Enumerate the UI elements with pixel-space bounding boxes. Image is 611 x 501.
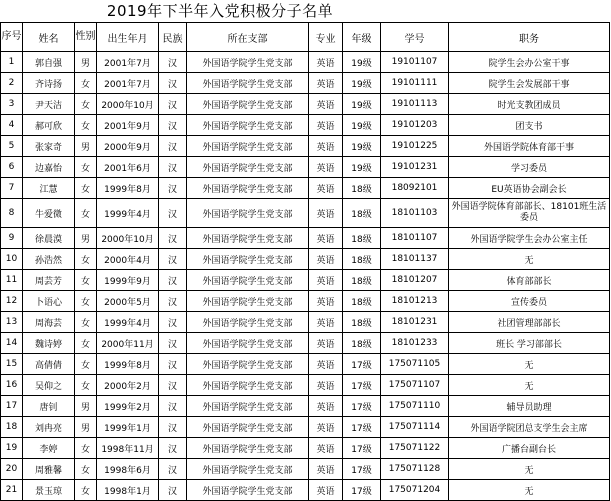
cell-position: 外国语学院体育部部长、18101班生活委员 xyxy=(449,199,610,228)
cell-ethnicity: 汉 xyxy=(159,249,187,270)
cell-student-id: 18101137 xyxy=(381,249,449,270)
cell-major: 英语 xyxy=(309,333,343,354)
cell-position: 外国语学院体育部干事 xyxy=(449,136,610,157)
cell-name: 景玉琼 xyxy=(23,480,75,501)
cell-gender: 女 xyxy=(75,249,97,270)
cell-birth: 1998年6月 xyxy=(97,459,159,480)
cell-name: 唐钊 xyxy=(23,396,75,417)
cell-position: 无 xyxy=(449,459,610,480)
cell-index: 1 xyxy=(1,52,23,73)
table-row xyxy=(1,228,610,249)
cell-position: 班长 学习部部长 xyxy=(449,333,610,354)
cell-birth: 2000年10月 xyxy=(97,94,159,115)
header-name: 姓名 xyxy=(23,23,75,52)
cell-index: 6 xyxy=(1,157,23,178)
cell-index: 4 xyxy=(1,115,23,136)
cell-name: 边嘉怡 xyxy=(23,157,75,178)
cell-student-id: 175071105 xyxy=(381,354,449,375)
cell-grade: 17级 xyxy=(343,438,381,459)
cell-ethnicity: 汉 xyxy=(159,480,187,501)
cell-major: 英语 xyxy=(309,157,343,178)
cell-grade: 19级 xyxy=(343,52,381,73)
cell-name: 周芸芳 xyxy=(23,270,75,291)
cell-name: 李婷 xyxy=(23,438,75,459)
cell-gender: 男 xyxy=(75,396,97,417)
cell-position: 宣传委员 xyxy=(449,291,610,312)
cell-gender: 女 xyxy=(75,333,97,354)
table-row xyxy=(1,157,610,178)
table-row xyxy=(1,375,610,396)
cell-gender: 女 xyxy=(75,199,97,228)
cell-birth: 2000年11月 xyxy=(97,333,159,354)
cell-branch: 外国语学院学生党支部 xyxy=(187,312,309,333)
cell-position: 无 xyxy=(449,480,610,501)
cell-index: 18 xyxy=(1,417,23,438)
table-row xyxy=(1,417,610,438)
cell-index: 7 xyxy=(1,178,23,199)
cell-major: 英语 xyxy=(309,354,343,375)
cell-branch: 外国语学院学生党支部 xyxy=(187,199,309,228)
cell-ethnicity: 汉 xyxy=(159,291,187,312)
cell-ethnicity: 汉 xyxy=(159,199,187,228)
cell-birth: 1999年4月 xyxy=(97,199,159,228)
cell-position: 无 xyxy=(449,249,610,270)
cell-name: 牛爱微 xyxy=(23,199,75,228)
cell-position: 外国语学院学生会办公室主任 xyxy=(449,228,610,249)
cell-gender: 女 xyxy=(75,480,97,501)
cell-gender: 女 xyxy=(75,73,97,94)
table-row xyxy=(1,136,610,157)
cell-ethnicity: 汉 xyxy=(159,417,187,438)
cell-birth: 2000年2月 xyxy=(97,375,159,396)
cell-name: 吴仰之 xyxy=(23,375,75,396)
header-major: 专业 xyxy=(309,23,343,52)
cell-branch: 外国语学院学生党支部 xyxy=(187,52,309,73)
table-row xyxy=(1,94,610,115)
cell-student-id: 175071107 xyxy=(381,375,449,396)
table-row xyxy=(1,312,610,333)
table-row xyxy=(1,333,610,354)
cell-birth: 1999年8月 xyxy=(97,178,159,199)
cell-birth: 2000年9月 xyxy=(97,136,159,157)
cell-position: 无 xyxy=(449,375,610,396)
cell-gender: 女 xyxy=(75,178,97,199)
cell-name: 郝可欣 xyxy=(23,115,75,136)
cell-gender: 女 xyxy=(75,115,97,136)
cell-index: 13 xyxy=(1,312,23,333)
cell-student-id: 18092101 xyxy=(381,178,449,199)
cell-major: 英语 xyxy=(309,52,343,73)
cell-index: 14 xyxy=(1,333,23,354)
cell-name: 刘冉亮 xyxy=(23,417,75,438)
cell-index: 15 xyxy=(1,354,23,375)
cell-major: 英语 xyxy=(309,73,343,94)
cell-position: 院学生会办公室干事 xyxy=(449,52,610,73)
cell-major: 英语 xyxy=(309,199,343,228)
cell-grade: 17级 xyxy=(343,396,381,417)
cell-student-id: 18101231 xyxy=(381,312,449,333)
cell-index: 11 xyxy=(1,270,23,291)
cell-ethnicity: 汉 xyxy=(159,333,187,354)
cell-branch: 外国语学院学生党支部 xyxy=(187,396,309,417)
cell-major: 英语 xyxy=(309,228,343,249)
cell-name: 高倩倩 xyxy=(23,354,75,375)
cell-gender: 男 xyxy=(75,228,97,249)
cell-student-id: 18101107 xyxy=(381,228,449,249)
cell-branch: 外国语学院学生党支部 xyxy=(187,136,309,157)
cell-name: 郭自强 xyxy=(23,52,75,73)
cell-birth: 2001年6月 xyxy=(97,157,159,178)
cell-grade: 18级 xyxy=(343,178,381,199)
cell-name: 徐晨漠 xyxy=(23,228,75,249)
table-row xyxy=(1,178,610,199)
cell-birth: 2001年7月 xyxy=(97,52,159,73)
cell-gender: 女 xyxy=(75,291,97,312)
header-birth: 出生年月 xyxy=(97,23,159,52)
cell-branch: 外国语学院学生党支部 xyxy=(187,480,309,501)
cell-position: 体育部部长 xyxy=(449,270,610,291)
table-row xyxy=(1,115,610,136)
cell-position: 外国语学院团总支学生会主席 xyxy=(449,417,610,438)
cell-gender: 男 xyxy=(75,52,97,73)
header-gender: 性别 xyxy=(75,23,97,52)
cell-student-id: 19101231 xyxy=(381,157,449,178)
cell-position: 广播台副台长 xyxy=(449,438,610,459)
table-row xyxy=(1,249,610,270)
cell-student-id: 19101203 xyxy=(381,115,449,136)
cell-index: 21 xyxy=(1,480,23,501)
cell-birth: 1999年8月 xyxy=(97,354,159,375)
cell-major: 英语 xyxy=(309,270,343,291)
cell-index: 9 xyxy=(1,228,23,249)
cell-position: 学习委员 xyxy=(449,157,610,178)
cell-birth: 1999年1月 xyxy=(97,417,159,438)
cell-major: 英语 xyxy=(309,375,343,396)
cell-gender: 女 xyxy=(75,157,97,178)
cell-branch: 外国语学院学生党支部 xyxy=(187,375,309,396)
cell-index: 20 xyxy=(1,459,23,480)
header-index: 序号 xyxy=(1,23,23,52)
cell-gender: 女 xyxy=(75,438,97,459)
cell-ethnicity: 汉 xyxy=(159,136,187,157)
cell-major: 英语 xyxy=(309,94,343,115)
cell-name: 齐诗扬 xyxy=(23,73,75,94)
cell-ethnicity: 汉 xyxy=(159,270,187,291)
cell-student-id: 18101103 xyxy=(381,199,449,228)
cell-ethnicity: 汉 xyxy=(159,459,187,480)
cell-name: 尹天洁 xyxy=(23,94,75,115)
header-branch: 所在支部 xyxy=(187,23,309,52)
cell-birth: 2000年4月 xyxy=(97,249,159,270)
cell-student-id: 19101107 xyxy=(381,52,449,73)
cell-grade: 19级 xyxy=(343,115,381,136)
cell-position: 社团管理部部长 xyxy=(449,312,610,333)
cell-major: 英语 xyxy=(309,438,343,459)
cell-position: 时光支教团成员 xyxy=(449,94,610,115)
cell-index: 10 xyxy=(1,249,23,270)
cell-grade: 19级 xyxy=(343,94,381,115)
cell-grade: 18级 xyxy=(343,270,381,291)
cell-major: 英语 xyxy=(309,480,343,501)
cell-ethnicity: 汉 xyxy=(159,52,187,73)
cell-ethnicity: 汉 xyxy=(159,73,187,94)
cell-name: 周雅馨 xyxy=(23,459,75,480)
cell-birth: 1999年9月 xyxy=(97,270,159,291)
cell-name: 张家奇 xyxy=(23,136,75,157)
cell-student-id: 19101225 xyxy=(381,136,449,157)
cell-ethnicity: 汉 xyxy=(159,228,187,249)
cell-grade: 17级 xyxy=(343,354,381,375)
cell-grade: 17级 xyxy=(343,480,381,501)
table-row xyxy=(1,52,610,73)
cell-index: 19 xyxy=(1,438,23,459)
cell-position: 辅导员助理 xyxy=(449,396,610,417)
cell-student-id: 175071128 xyxy=(381,459,449,480)
cell-branch: 外国语学院学生党支部 xyxy=(187,291,309,312)
cell-gender: 女 xyxy=(75,459,97,480)
cell-grade: 19级 xyxy=(343,73,381,94)
header-position: 职务 xyxy=(449,23,610,52)
cell-grade: 18级 xyxy=(343,291,381,312)
cell-major: 英语 xyxy=(309,115,343,136)
cell-major: 英语 xyxy=(309,396,343,417)
cell-major: 英语 xyxy=(309,459,343,480)
cell-gender: 女 xyxy=(75,270,97,291)
cell-birth: 2001年7月 xyxy=(97,73,159,94)
cell-branch: 外国语学院学生党支部 xyxy=(187,249,309,270)
cell-student-id: 19101113 xyxy=(381,94,449,115)
cell-birth: 1998年11月 xyxy=(97,438,159,459)
table-row xyxy=(1,480,610,501)
cell-name: 孙浩然 xyxy=(23,249,75,270)
cell-birth: 1998年1月 xyxy=(97,480,159,501)
cell-student-id: 18101207 xyxy=(381,270,449,291)
cell-index: 2 xyxy=(1,73,23,94)
cell-birth: 2001年9月 xyxy=(97,115,159,136)
cell-ethnicity: 汉 xyxy=(159,115,187,136)
cell-grade: 18级 xyxy=(343,228,381,249)
cell-grade: 19级 xyxy=(343,157,381,178)
cell-major: 英语 xyxy=(309,249,343,270)
cell-branch: 外国语学院学生党支部 xyxy=(187,94,309,115)
cell-index: 17 xyxy=(1,396,23,417)
cell-ethnicity: 汉 xyxy=(159,312,187,333)
table-row xyxy=(1,73,610,94)
table-body xyxy=(1,52,610,501)
cell-birth: 2000年5月 xyxy=(97,291,159,312)
table-row xyxy=(1,270,610,291)
cell-gender: 女 xyxy=(75,94,97,115)
cell-major: 英语 xyxy=(309,291,343,312)
cell-index: 3 xyxy=(1,94,23,115)
cell-ethnicity: 汉 xyxy=(159,375,187,396)
cell-grade: 18级 xyxy=(343,199,381,228)
cell-ethnicity: 汉 xyxy=(159,157,187,178)
cell-ethnicity: 汉 xyxy=(159,354,187,375)
cell-grade: 17级 xyxy=(343,417,381,438)
header-student-id: 学号 xyxy=(381,23,449,52)
cell-ethnicity: 汉 xyxy=(159,438,187,459)
cell-branch: 外国语学院学生党支部 xyxy=(187,73,309,94)
cell-grade: 19级 xyxy=(343,136,381,157)
cell-index: 12 xyxy=(1,291,23,312)
cell-branch: 外国语学院学生党支部 xyxy=(187,438,309,459)
cell-student-id: 18101213 xyxy=(381,291,449,312)
cell-name: 卜语心 xyxy=(23,291,75,312)
cell-index: 8 xyxy=(1,199,23,228)
cell-branch: 外国语学院学生党支部 xyxy=(187,270,309,291)
cell-name: 江慧 xyxy=(23,178,75,199)
cell-branch: 外国语学院学生党支部 xyxy=(187,157,309,178)
cell-major: 英语 xyxy=(309,136,343,157)
table-row xyxy=(1,459,610,480)
cell-branch: 外国语学院学生党支部 xyxy=(187,115,309,136)
cell-gender: 女 xyxy=(75,375,97,396)
cell-branch: 外国语学院学生党支部 xyxy=(187,459,309,480)
cell-branch: 外国语学院学生党支部 xyxy=(187,417,309,438)
table-row xyxy=(1,354,610,375)
cell-branch: 外国语学院学生党支部 xyxy=(187,228,309,249)
cell-branch: 外国语学院学生党支部 xyxy=(187,333,309,354)
cell-position: 团支书 xyxy=(449,115,610,136)
cell-gender: 男 xyxy=(75,136,97,157)
cell-major: 英语 xyxy=(309,417,343,438)
cell-student-id: 175071204 xyxy=(381,480,449,501)
member-table xyxy=(0,22,610,501)
cell-grade: 18级 xyxy=(343,312,381,333)
cell-student-id: 175071110 xyxy=(381,396,449,417)
cell-grade: 17级 xyxy=(343,375,381,396)
cell-name: 周海芸 xyxy=(23,312,75,333)
header-row xyxy=(1,23,610,52)
cell-ethnicity: 汉 xyxy=(159,94,187,115)
cell-birth: 2000年10月 xyxy=(97,228,159,249)
cell-gender: 女 xyxy=(75,354,97,375)
cell-ethnicity: 汉 xyxy=(159,396,187,417)
header-grade: 年级 xyxy=(343,23,381,52)
table-row xyxy=(1,438,610,459)
cell-position: 院学生会发展部干事 xyxy=(449,73,610,94)
table-row xyxy=(1,396,610,417)
cell-student-id: 19101111 xyxy=(381,73,449,94)
cell-gender: 女 xyxy=(75,312,97,333)
cell-student-id: 175071122 xyxy=(381,438,449,459)
cell-position: EU英语协会副会长 xyxy=(449,178,610,199)
cell-index: 5 xyxy=(1,136,23,157)
page-title: 2019年下半年入党积极分子名单 xyxy=(106,2,334,20)
cell-grade: 18级 xyxy=(343,333,381,354)
cell-ethnicity: 汉 xyxy=(159,178,187,199)
cell-grade: 18级 xyxy=(343,249,381,270)
cell-index: 16 xyxy=(1,375,23,396)
cell-grade: 17级 xyxy=(343,459,381,480)
cell-position: 无 xyxy=(449,354,610,375)
cell-birth: 1999年2月 xyxy=(97,396,159,417)
cell-branch: 外国语学院学生党支部 xyxy=(187,354,309,375)
cell-gender: 男 xyxy=(75,417,97,438)
cell-major: 英语 xyxy=(309,312,343,333)
cell-student-id: 175071114 xyxy=(381,417,449,438)
cell-name: 魏诗婷 xyxy=(23,333,75,354)
cell-branch: 外国语学院学生党支部 xyxy=(187,178,309,199)
header-ethnicity: 民族 xyxy=(159,23,187,52)
table-row xyxy=(1,199,610,228)
cell-major: 英语 xyxy=(309,178,343,199)
table-row xyxy=(1,291,610,312)
cell-student-id: 18101233 xyxy=(381,333,449,354)
cell-birth: 1999年4月 xyxy=(97,312,159,333)
